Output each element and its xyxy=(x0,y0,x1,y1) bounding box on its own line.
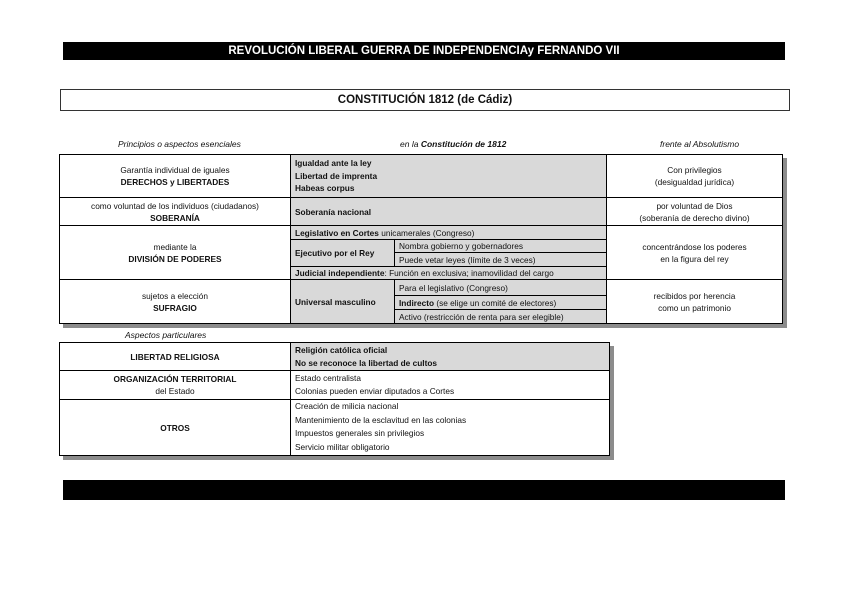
division-abs-line2: en la figura del rey xyxy=(660,253,729,264)
territorial-label-line2: del Estado xyxy=(155,386,195,396)
soberania-constitution: Soberanía nacional xyxy=(295,206,372,217)
column-header-principles: Principios o aspectos esenciales xyxy=(118,139,241,149)
constitution-title: CONSTITUCIÓN 1812 (de Cádiz) xyxy=(337,94,513,106)
column-header-constitution xyxy=(400,139,506,149)
soberania-label-line1: como voluntad de los individuos (ciudadanos) xyxy=(91,200,259,211)
sufragio-sub-2-rest: (se elige un comité de electores) xyxy=(434,297,557,308)
column-header-constitution-bold: Constitución de 1812 xyxy=(420,139,507,149)
ejecutivo-sub-1: Nombra gobierno y gobernadores xyxy=(399,241,524,251)
main-title: REVOLUCIÓN LIBERAL GUERRA DE INDEPENDENCIAy FERNANDO VII xyxy=(228,45,620,57)
ejecutivo-label: Ejecutivo por el Rey xyxy=(295,248,375,258)
division-label-line1: mediante la xyxy=(153,241,197,252)
sufragio-absolutism xyxy=(607,280,782,323)
sufragio-sub-2-bold: Indirecto xyxy=(399,297,435,308)
otros-items xyxy=(291,400,609,455)
derechos-label-line1: Garantía individual de iguales xyxy=(120,165,230,175)
territorial-items xyxy=(291,371,609,399)
otros-label: OTROS xyxy=(160,422,190,433)
derechos-constitution xyxy=(291,155,606,197)
territorial-item-1: Estado centralista xyxy=(295,373,361,383)
soberania-abs-line2: (soberanía de derecho divino) xyxy=(639,212,750,223)
territorial-label xyxy=(60,371,290,399)
particulares-header: Aspectos particulares xyxy=(125,330,207,340)
sufragio-type: Universal masculino xyxy=(295,296,376,307)
otros-item-4: Servicio militar obligatorio xyxy=(295,441,390,452)
judicial-rest: : Función en exclusiva; inamovilidad del cargo xyxy=(384,268,554,278)
sufragio-label xyxy=(60,280,290,323)
division-abs-line1: concentrándose los poderes xyxy=(642,241,747,252)
derechos-item-2: Libertad de imprenta xyxy=(295,170,378,181)
soberania-label-line2: SOBERANÍA xyxy=(150,212,200,223)
soberania-label xyxy=(60,198,290,225)
otros-item-2: Mantenimiento de la esclavitud en las colonias xyxy=(295,414,467,425)
sufragio-label-line1: sujetos a elección xyxy=(142,290,208,301)
division-label-line2: DIVISIÓN DE PODERES xyxy=(128,253,222,264)
derechos-label-line2: DERECHOS y LIBERTADES xyxy=(120,177,230,187)
legislativo-row xyxy=(291,226,606,239)
sufragio-sub-3: Activo (restricción de renta para ser elegible) xyxy=(399,311,564,322)
legislativo-rest: unicamerales (Congreso) xyxy=(378,227,475,238)
sufragio-abs-line1: recibidos por herencia xyxy=(653,290,736,301)
judicial-bold: Judicial independiente xyxy=(295,268,385,278)
division-absolutism xyxy=(607,226,782,279)
derechos-abs-line2: (desigualdad jurídica) xyxy=(654,177,735,187)
derechos-label xyxy=(60,155,290,197)
main-title-bar xyxy=(63,42,785,60)
religiosa-item-1: Religión católica oficial xyxy=(295,344,388,355)
derechos-item-3: Habeas corpus xyxy=(295,183,355,194)
derechos-item-1: Igualdad ante la ley xyxy=(295,158,372,169)
soberania-absolutism xyxy=(607,198,782,225)
otros-item-3: Impuestos generales sin privilegios xyxy=(295,428,425,438)
footer-bar xyxy=(63,480,785,500)
territorial-item-2: Colonias pueden enviar diputados a Cortes xyxy=(295,386,455,396)
principles-table xyxy=(59,154,783,324)
column-header-absolutism: frente al Absolutismo xyxy=(660,139,740,149)
judicial-row xyxy=(291,267,606,279)
legislativo-bold: Legislativo en Cortes xyxy=(295,227,379,238)
territorial-label-line1: ORGANIZACIÓN TERRITORIAL xyxy=(113,374,237,384)
sufragio-sub-2 xyxy=(395,296,606,309)
derechos-abs-line1: Con privilegios xyxy=(667,165,722,175)
soberania-abs-line1: por voluntad de Dios xyxy=(656,200,733,211)
division-label xyxy=(60,226,290,279)
religiosa-label: LIBERTAD RELIGIOSA xyxy=(130,351,220,362)
sufragio-sub-1: Para el legislativo (Congreso) xyxy=(399,282,508,293)
derechos-absolutism xyxy=(607,155,782,197)
religiosa-items xyxy=(291,343,609,370)
religiosa-item-2: No se reconoce la libertad de cultos xyxy=(295,357,438,368)
sufragio-abs-line2: como un patrimonio xyxy=(658,302,731,313)
particulares-table xyxy=(59,342,610,456)
constitution-title-box xyxy=(60,89,790,111)
ejecutivo-sub-2: Puede vetar leyes (límite de 3 veces) xyxy=(399,254,536,265)
otros-item-1: Creación de milicia nacional xyxy=(295,401,399,411)
sufragio-label-line2: SUFRAGIO xyxy=(153,302,197,313)
column-header-constitution-pre: en la xyxy=(400,139,419,149)
